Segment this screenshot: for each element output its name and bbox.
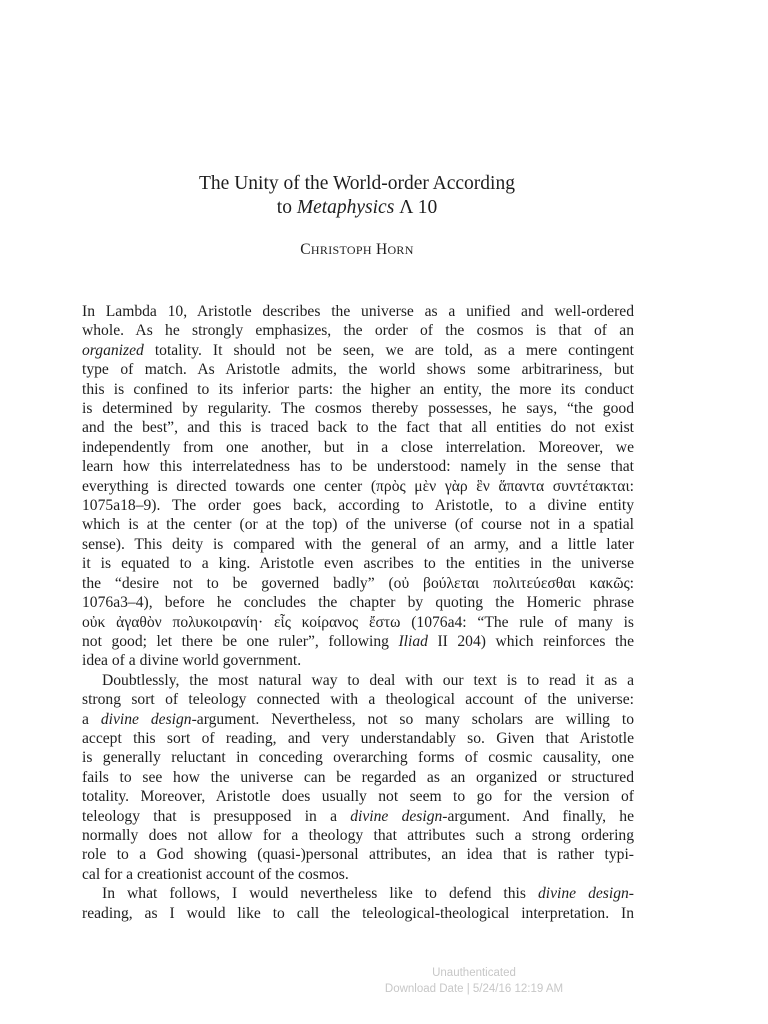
text-line: In what follows, I would nevertheless like to defend this divine design- bbox=[102, 885, 634, 903]
text-line: role to a God showing (quasi-)personal attributes, an idea that is rather typi- bbox=[82, 846, 634, 864]
text-line: whole. As he strongly emphasizes, the order of the cosmos is that of an bbox=[82, 322, 634, 340]
text-line: normally does not allow for a theology that attributes such a strong ordering bbox=[82, 826, 634, 844]
text-line: everything is directed towards one center (πρὸς μὲν γὰρ ἓν ἅπαντα συντέτακται: bbox=[82, 477, 634, 495]
title-line-1: The Unity of the World-order According bbox=[199, 173, 515, 194]
text-line: the “desire not to be governed badly” (οὐ βούλεται πολιτεύεσθαι κακῶς: bbox=[82, 574, 634, 592]
article-title bbox=[0, 172, 714, 220]
title-line-2: to Metaphysics Λ 10 bbox=[276, 197, 438, 218]
author-name: CHRISTOPH HORN bbox=[300, 241, 414, 258]
text-line: cal for a creationist account of the cosmos. bbox=[82, 865, 349, 883]
text-line: learn how this interrelatedness has to be understood: namely in the sense that bbox=[82, 458, 634, 476]
text-line: type of match. As Aristotle admits, the world shows some arbitrariness, but bbox=[82, 361, 634, 379]
text-line: 1076a3–4), before he concludes the chapter by quoting the Homeric phrase bbox=[82, 594, 634, 612]
text-line: accept this sort of reading, and very understandably so. Given that Aristotle bbox=[82, 729, 634, 747]
text-line: strong sort of teleology connected with a theological account of the universe: bbox=[82, 691, 634, 709]
text-line: sense). This deity is compared with the general of an army, and a little later bbox=[82, 535, 634, 553]
paragraph-1 bbox=[82, 302, 634, 671]
title-italic-metaphysics: Metaphysics bbox=[296, 197, 395, 218]
text-line: independently from one another, but in a close interrelation. Moreover, we bbox=[82, 438, 634, 456]
text-line: idea of a divine world government. bbox=[82, 652, 302, 670]
text-line: which is at the center (or at the top) of the universe (of course not in a spatial bbox=[82, 516, 634, 534]
text-line: is generally reluctant in conceding overarching forms of cosmic causality, one bbox=[82, 749, 634, 767]
text-line: fails to see how the universe can be regarded as an organized or structured bbox=[82, 768, 634, 786]
body-text bbox=[82, 302, 634, 923]
text-line: and the best”, and this is traced back to the fact that all entities do not exist bbox=[82, 419, 634, 437]
text-line: In Lambda 10, Aristotle describes the universe as a unified and well-ordered bbox=[82, 303, 634, 320]
text-line: totality. Moreover, Aristotle does usually not seem to go for the version of bbox=[82, 788, 634, 806]
text-line: reading, as I would like to call the teleological-theological interpretation. In bbox=[82, 904, 634, 922]
paragraph-3 bbox=[82, 884, 634, 923]
watermark-download-date: Download Date | 5/24/16 12:19 AM bbox=[384, 983, 564, 995]
text-line: 1075a18–9). The order goes back, according to Aristotle, to a divine entity bbox=[82, 497, 634, 515]
text-line: οὐκ ἀγαθὸν πολυκοιρανίη· εἷς κοίρανος ἔστω (1076a4: “The rule of many is bbox=[82, 613, 634, 631]
text-line: is determined by regularity. The cosmos thereby possesses, he says, “the good bbox=[82, 400, 634, 418]
text-line: a divine design-argument. Nevertheless, not so many scholars are willing to bbox=[82, 710, 635, 728]
watermark-status: Unauthenticated bbox=[432, 967, 516, 979]
text-line: organized totality. It should not be seen, we are told, as a mere contingent bbox=[82, 341, 634, 359]
text-line: not good; let there be one ruler”, following Iliad II 204) which reinforces the bbox=[82, 632, 634, 650]
text-line: this is confined to its inferior parts: the higher an entity, the more its conduct bbox=[82, 380, 634, 398]
text-line: it is equated to a king. Aristotle even ascribes to the entities in the universe bbox=[82, 555, 634, 573]
paragraph-2 bbox=[82, 671, 634, 884]
text-line: teleology that is presupposed in a divine design-argument. And finally, he bbox=[82, 807, 635, 825]
text-line: Doubtlessly, the most natural way to deal with our text is to read it as a bbox=[102, 671, 634, 689]
